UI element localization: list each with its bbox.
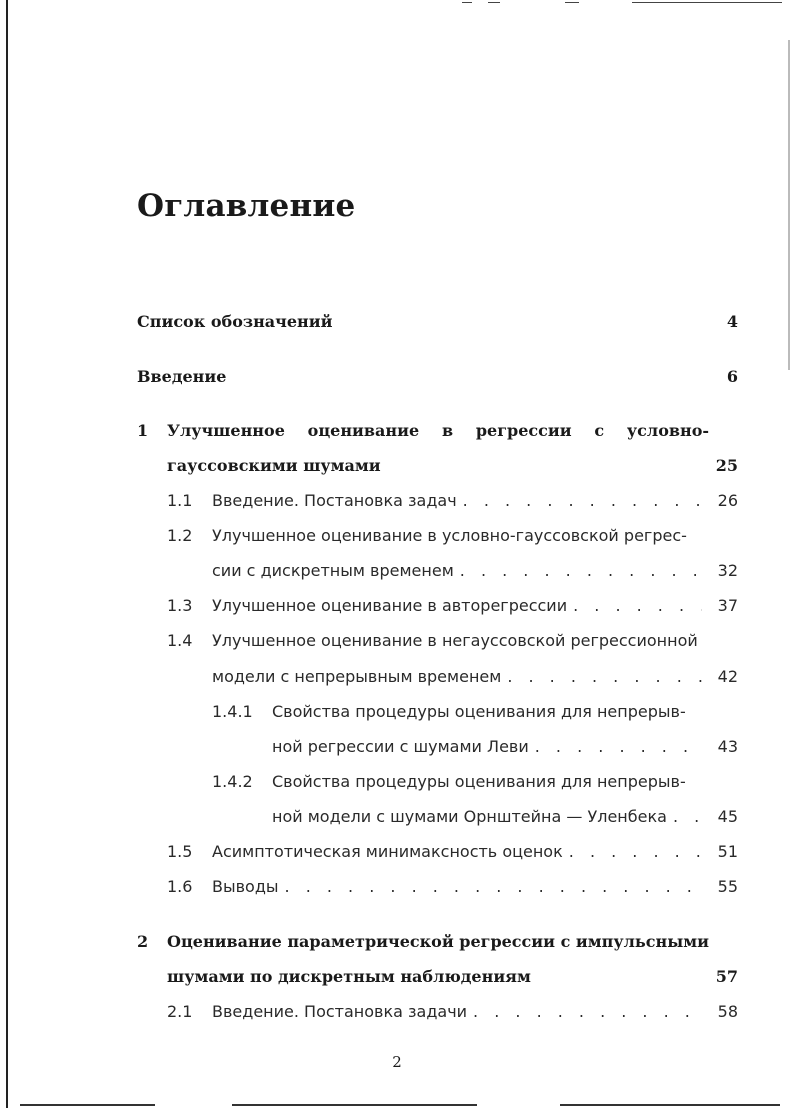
toc-leader-dots (473, 1002, 702, 1021)
toc-chapter-2-cont[interactable] (167, 967, 738, 997)
toc-title-word: Оценивание (167, 932, 282, 951)
toc-page-number: 6 (726, 367, 738, 386)
toc-chapter-title-line (167, 932, 709, 951)
scan-edge (788, 40, 790, 370)
toc-section-1-2-cont[interactable] (212, 561, 738, 591)
toc-chapter-number: 1 (137, 421, 149, 440)
toc-chapter-title-line (167, 421, 709, 440)
scan-mark (462, 2, 472, 3)
toc-section-number: 1.4.1 (212, 702, 253, 721)
toc-entry-title: шумами по дискретным наблюдениям (167, 967, 531, 986)
toc-entry-title: ной модели с шумами Орнштейна — Уленбека (272, 807, 667, 826)
toc-section-1-1[interactable] (167, 491, 738, 521)
scan-mark (560, 1104, 780, 1106)
toc-title-word: Улучшенное (167, 421, 285, 440)
toc-page-number: 42 (717, 667, 738, 686)
toc-title-word: оценивание (307, 421, 420, 440)
toc-title-word: импульсными (575, 932, 709, 951)
toc-section-1-6[interactable] (167, 877, 738, 907)
toc-section-number: 1.5 (167, 842, 193, 861)
toc-section-number: 2.1 (167, 1002, 193, 1021)
toc-entry-intro[interactable] (137, 367, 738, 397)
toc-chapter-1[interactable] (137, 421, 738, 451)
toc-leader-dots (285, 877, 702, 896)
toc-section-number: 1.4.2 (212, 772, 253, 791)
toc-leader-dots (573, 596, 702, 615)
toc-entry-title: Выводы (212, 877, 279, 896)
toc-section-1-5[interactable] (167, 842, 738, 872)
toc-chapter-2[interactable] (137, 932, 738, 962)
toc-chapter-number: 2 (137, 932, 149, 951)
page-number: 2 (392, 1053, 402, 1071)
toc-section-2-1[interactable] (167, 1002, 738, 1032)
toc-leader-dots (507, 667, 702, 686)
toc-entry-title: Улучшенное оценивание в условно-гауссовской регрес- (212, 526, 687, 545)
scan-mark (232, 1104, 477, 1106)
toc-title-word: с (594, 421, 605, 440)
toc-page-number: 45 (717, 807, 738, 826)
toc-entry-title: Введение (137, 367, 227, 386)
toc-leader-dots (460, 561, 702, 580)
toc-entry-title: Свойства процедуры оценивания для непрерыв- (272, 702, 686, 721)
toc-page-number: 58 (717, 1002, 738, 1021)
toc-page-number: 32 (717, 561, 738, 580)
toc-entry-title: Свойства процедуры оценивания для непрерыв- (272, 772, 686, 791)
toc-page-number: 57 (715, 967, 738, 986)
toc-section-number: 1.1 (167, 491, 193, 510)
toc-entry-title: Введение. Постановка задачи (212, 1002, 468, 1021)
toc-section-number: 1.2 (167, 526, 193, 545)
toc-leader-dots (569, 842, 702, 861)
toc-leader-dots (535, 737, 702, 756)
toc-page-number: 26 (717, 491, 738, 510)
toc-title-word: параметрической (287, 932, 454, 951)
page-title: Оглавление (137, 188, 356, 224)
toc-section-number: 1.6 (167, 877, 193, 896)
toc-entry-title: модели с непрерывным временем (212, 667, 502, 686)
toc-entry-title: Асимптотическая минимаксность оценок (212, 842, 563, 861)
scan-mark (565, 2, 579, 3)
toc-page-number: 43 (717, 737, 738, 756)
toc-leader-dots (463, 491, 702, 510)
toc-entry-title: Список обозначений (137, 312, 333, 331)
toc-section-number: 1.3 (167, 596, 193, 615)
toc-entry-title: Улучшенное оценивание в авторегрессии (212, 596, 568, 615)
toc-page-number: 4 (726, 312, 738, 331)
toc-entry-title: ной регрессии с шумами Леви (272, 737, 529, 756)
toc-title-word: в (441, 421, 454, 440)
toc-page-number: 51 (717, 842, 738, 861)
toc-section-number: 1.4 (167, 631, 193, 650)
toc-title-word: условно- (626, 421, 709, 440)
toc-section-1-4-cont[interactable] (212, 667, 738, 697)
toc-title-word: регрессии (475, 421, 572, 440)
toc-entry-title: гауссовскими шумами (167, 456, 381, 475)
toc-subsection-1-4-1[interactable] (212, 702, 738, 732)
toc-page-number: 55 (717, 877, 738, 896)
toc-page-number: 25 (715, 456, 738, 475)
toc-entry-title: Введение. Постановка задач (212, 491, 457, 510)
toc-section-1-4[interactable] (167, 631, 738, 661)
toc-entry-notation[interactable] (137, 312, 738, 342)
scan-edge (6, 0, 8, 1108)
toc-subsection-1-4-2-cont[interactable] (272, 807, 738, 837)
scan-mark (488, 2, 500, 3)
scan-mark (632, 2, 782, 3)
toc-subsection-1-4-1-cont[interactable] (272, 737, 738, 767)
toc-entry-title: Улучшенное оценивание в негауссовской регрессионной (212, 631, 698, 650)
toc-entry-title: сии с дискретным временем (212, 561, 454, 580)
toc-title-word: регрессии (459, 932, 556, 951)
toc-title-word: с (560, 932, 571, 951)
toc-page-number: 37 (717, 596, 738, 615)
scan-mark (20, 1104, 155, 1106)
toc-leader-dots (673, 807, 702, 826)
toc-chapter-1-cont[interactable] (167, 456, 738, 486)
toc-subsection-1-4-2[interactable] (212, 772, 738, 802)
toc-section-1-2[interactable] (167, 526, 738, 556)
toc-section-1-3[interactable] (167, 596, 738, 626)
